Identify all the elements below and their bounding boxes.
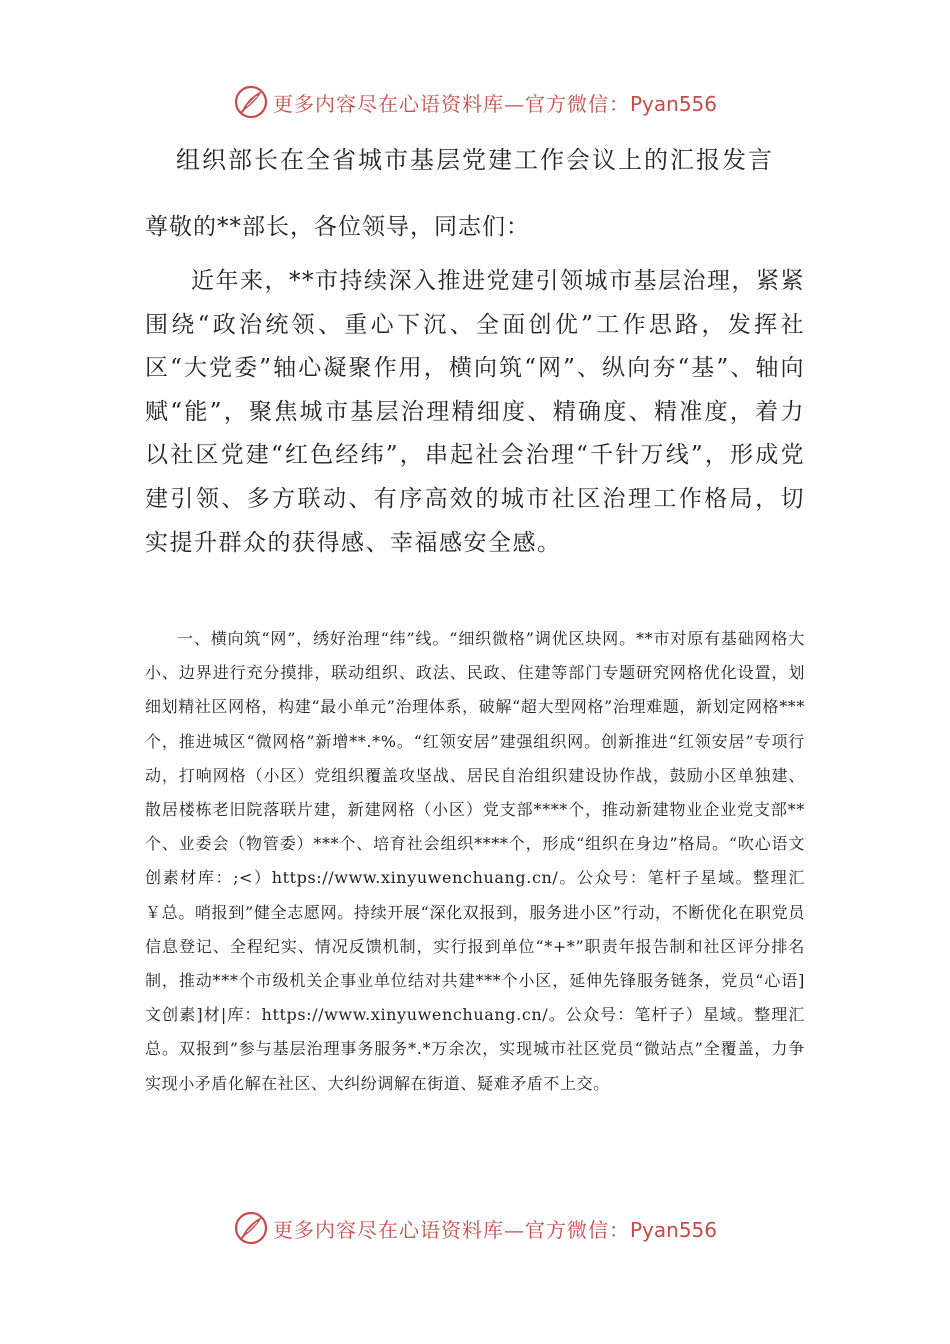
quill-pen-icon xyxy=(233,84,269,120)
footer-banner-prefix: 更多内容尽在心语资料库—官方微信： xyxy=(272,1217,630,1242)
header-banner-content xyxy=(233,84,717,120)
quill-pen-icon xyxy=(233,1210,269,1246)
header-banner-prefix: 更多内容尽在心语资料库—官方微信： xyxy=(272,91,630,116)
header-banner-text xyxy=(273,88,717,117)
footer-banner-text xyxy=(273,1214,717,1243)
footer-wechat-id: Pyan556 xyxy=(629,1217,717,1242)
header-wechat-id: Pyan556 xyxy=(629,91,717,116)
document-title: 组织部长在全省城市基层党建工作会议上的汇报发言 xyxy=(176,146,774,174)
footer-banner xyxy=(0,1208,950,1248)
footer-banner-content xyxy=(233,1210,717,1246)
intro-paragraph: 近年来，**市持续深入推进党建引领城市基层治理，紧紧围绕“政治统领、重心下沉、全面创优”工作思路，发挥社区“大党委”轴心凝聚作用，横向筑“网”、纵向夯“基”、轴向赋“能”，聚焦城市基层治理精细度、精确度、精准度，着力以社区党建“红色经纬”，串起社会治理“千针万线”，形成党建引领、多方联动、有序高效的城市社区治理工作格局，切实提升群众的获得感、幸福感安全感。 xyxy=(145,268,805,556)
greeting-line: 尊敬的**部长，各位领导，同志们： xyxy=(145,214,530,240)
section-one-paragraph: 一、横向筑“网”，绣好治理“纬”线。“细织微格”调优区块网。**市对原有基础网格大小、边界进行充分摸排，联动组织、政法、民政、住建等部门专题研究网格优化设置，划细划精社区网格，构建“最小单元”治理体系，破解“超大型网格”治理难题，新划定网格***个，推进城区“微网格”新增**.*%。“红领安居”建强组织网。创新推进“红领安居”专项行动，打响网格（小区）党组织覆盖攻坚战、居民自治组织建设协作战，鼓励小区单独建、散居楼栋老旧院落联片建，新建网格（小区）党支部****个，推动新建物业企业党支部**个、业委会（物管委）***个、培育社会组织****个，形成“组织在身边”格局。“吹心语文创素材库：;<）https://www.xinyuwenchuang.cn/。公众号：笔杆子星域。整理汇￥总。哨报到”健全志愿网。持续开展“深化双报到，服务进小区”行动，不断优化在职党员信息登记、全程纪实、情况反馈机制，实行报到单位“*+*”职责年报告制和社区评分排名制，推动***个市级机关企事业单位结对共建***个小区，延伸先锋服务链条，党员“心语]文创素]材|库：https://www.xinyuwenchuang.cn/。公众号：笔杆子）星域。整理汇总。双报到”参与基层治理事务服务*.*万余次，实现城市社区党员“微站点”全覆盖，力争实现小矛盾化解在社区、大纠纷调解在街道、疑难矛盾不上交。 xyxy=(145,629,805,1093)
header-banner xyxy=(0,82,950,122)
